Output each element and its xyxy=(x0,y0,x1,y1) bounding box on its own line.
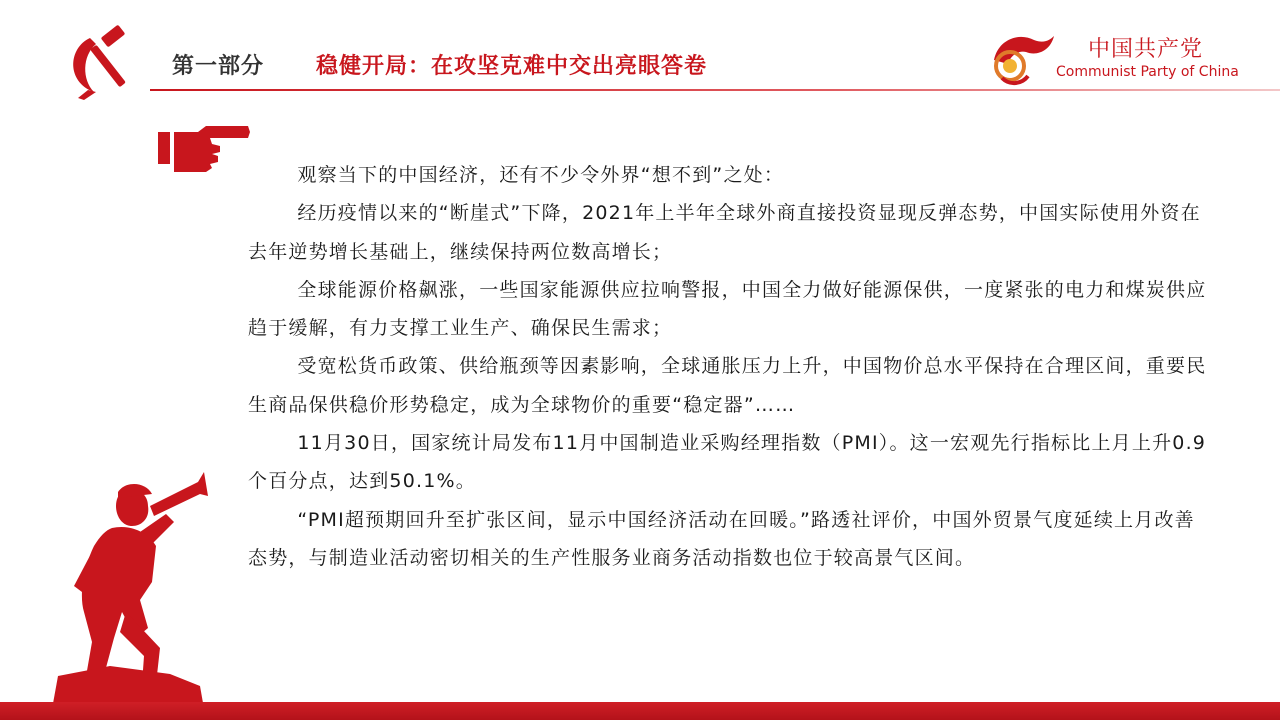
hammer-sickle-icon xyxy=(60,20,150,100)
paragraph: 11月30日，国家统计局发布11月中国制造业采购经理指数（PMI）。这一宏观先行指标比上月上升0.9个百分点，达到50.1%。 xyxy=(248,432,1207,493)
section-label: 第一部分 xyxy=(172,54,265,79)
paragraph: 观察当下的中国经济，还有不少令外界“想不到”之处： xyxy=(297,164,785,186)
bugler-silhouette-icon xyxy=(30,462,230,720)
section-title: 稳健开局：在攻坚克难中交出亮眼答卷 xyxy=(316,54,708,79)
bottom-bar xyxy=(0,702,1280,720)
party-name-en: Communist Party of China xyxy=(1056,64,1239,80)
paragraph: “PMI超预期回升至扩张区间，显示中国经济活动在回暖。”路透社评价，中国外贸景气度延续上月改善态势，与制造业活动密切相关的生产性服务业商务活动指数也位于较高景气区间。 xyxy=(248,508,1195,569)
party-logo xyxy=(988,30,1258,90)
party-flag-icon xyxy=(988,30,1054,88)
paragraph: 全球能源价格飙涨，一些国家能源供应拉响警报，中国全力做好能源保供，一度紧张的电力和煤炭供应趋于缓解，有力支撑工业生产、确保民生需求； xyxy=(248,278,1207,340)
content-body xyxy=(248,156,1208,577)
paragraph: 经历疫情以来的“断崖式”下降，2021年上半年全球外商直接投资显现反弹态势，中国实际使用外资在去年逆势增长基础上，继续保持两位数高增长； xyxy=(248,202,1201,263)
pointing-hand-icon xyxy=(158,124,250,172)
paragraph: 受宽松货币政策、供给瓶颈等因素影响，全球通胀压力上升，中国物价总水平保持在合理区间，重要民生商品保供稳价形势稳定，成为全球物价的重要“稳定器”…… xyxy=(248,355,1207,416)
party-name-cn: 中国共产党 xyxy=(1088,37,1204,62)
